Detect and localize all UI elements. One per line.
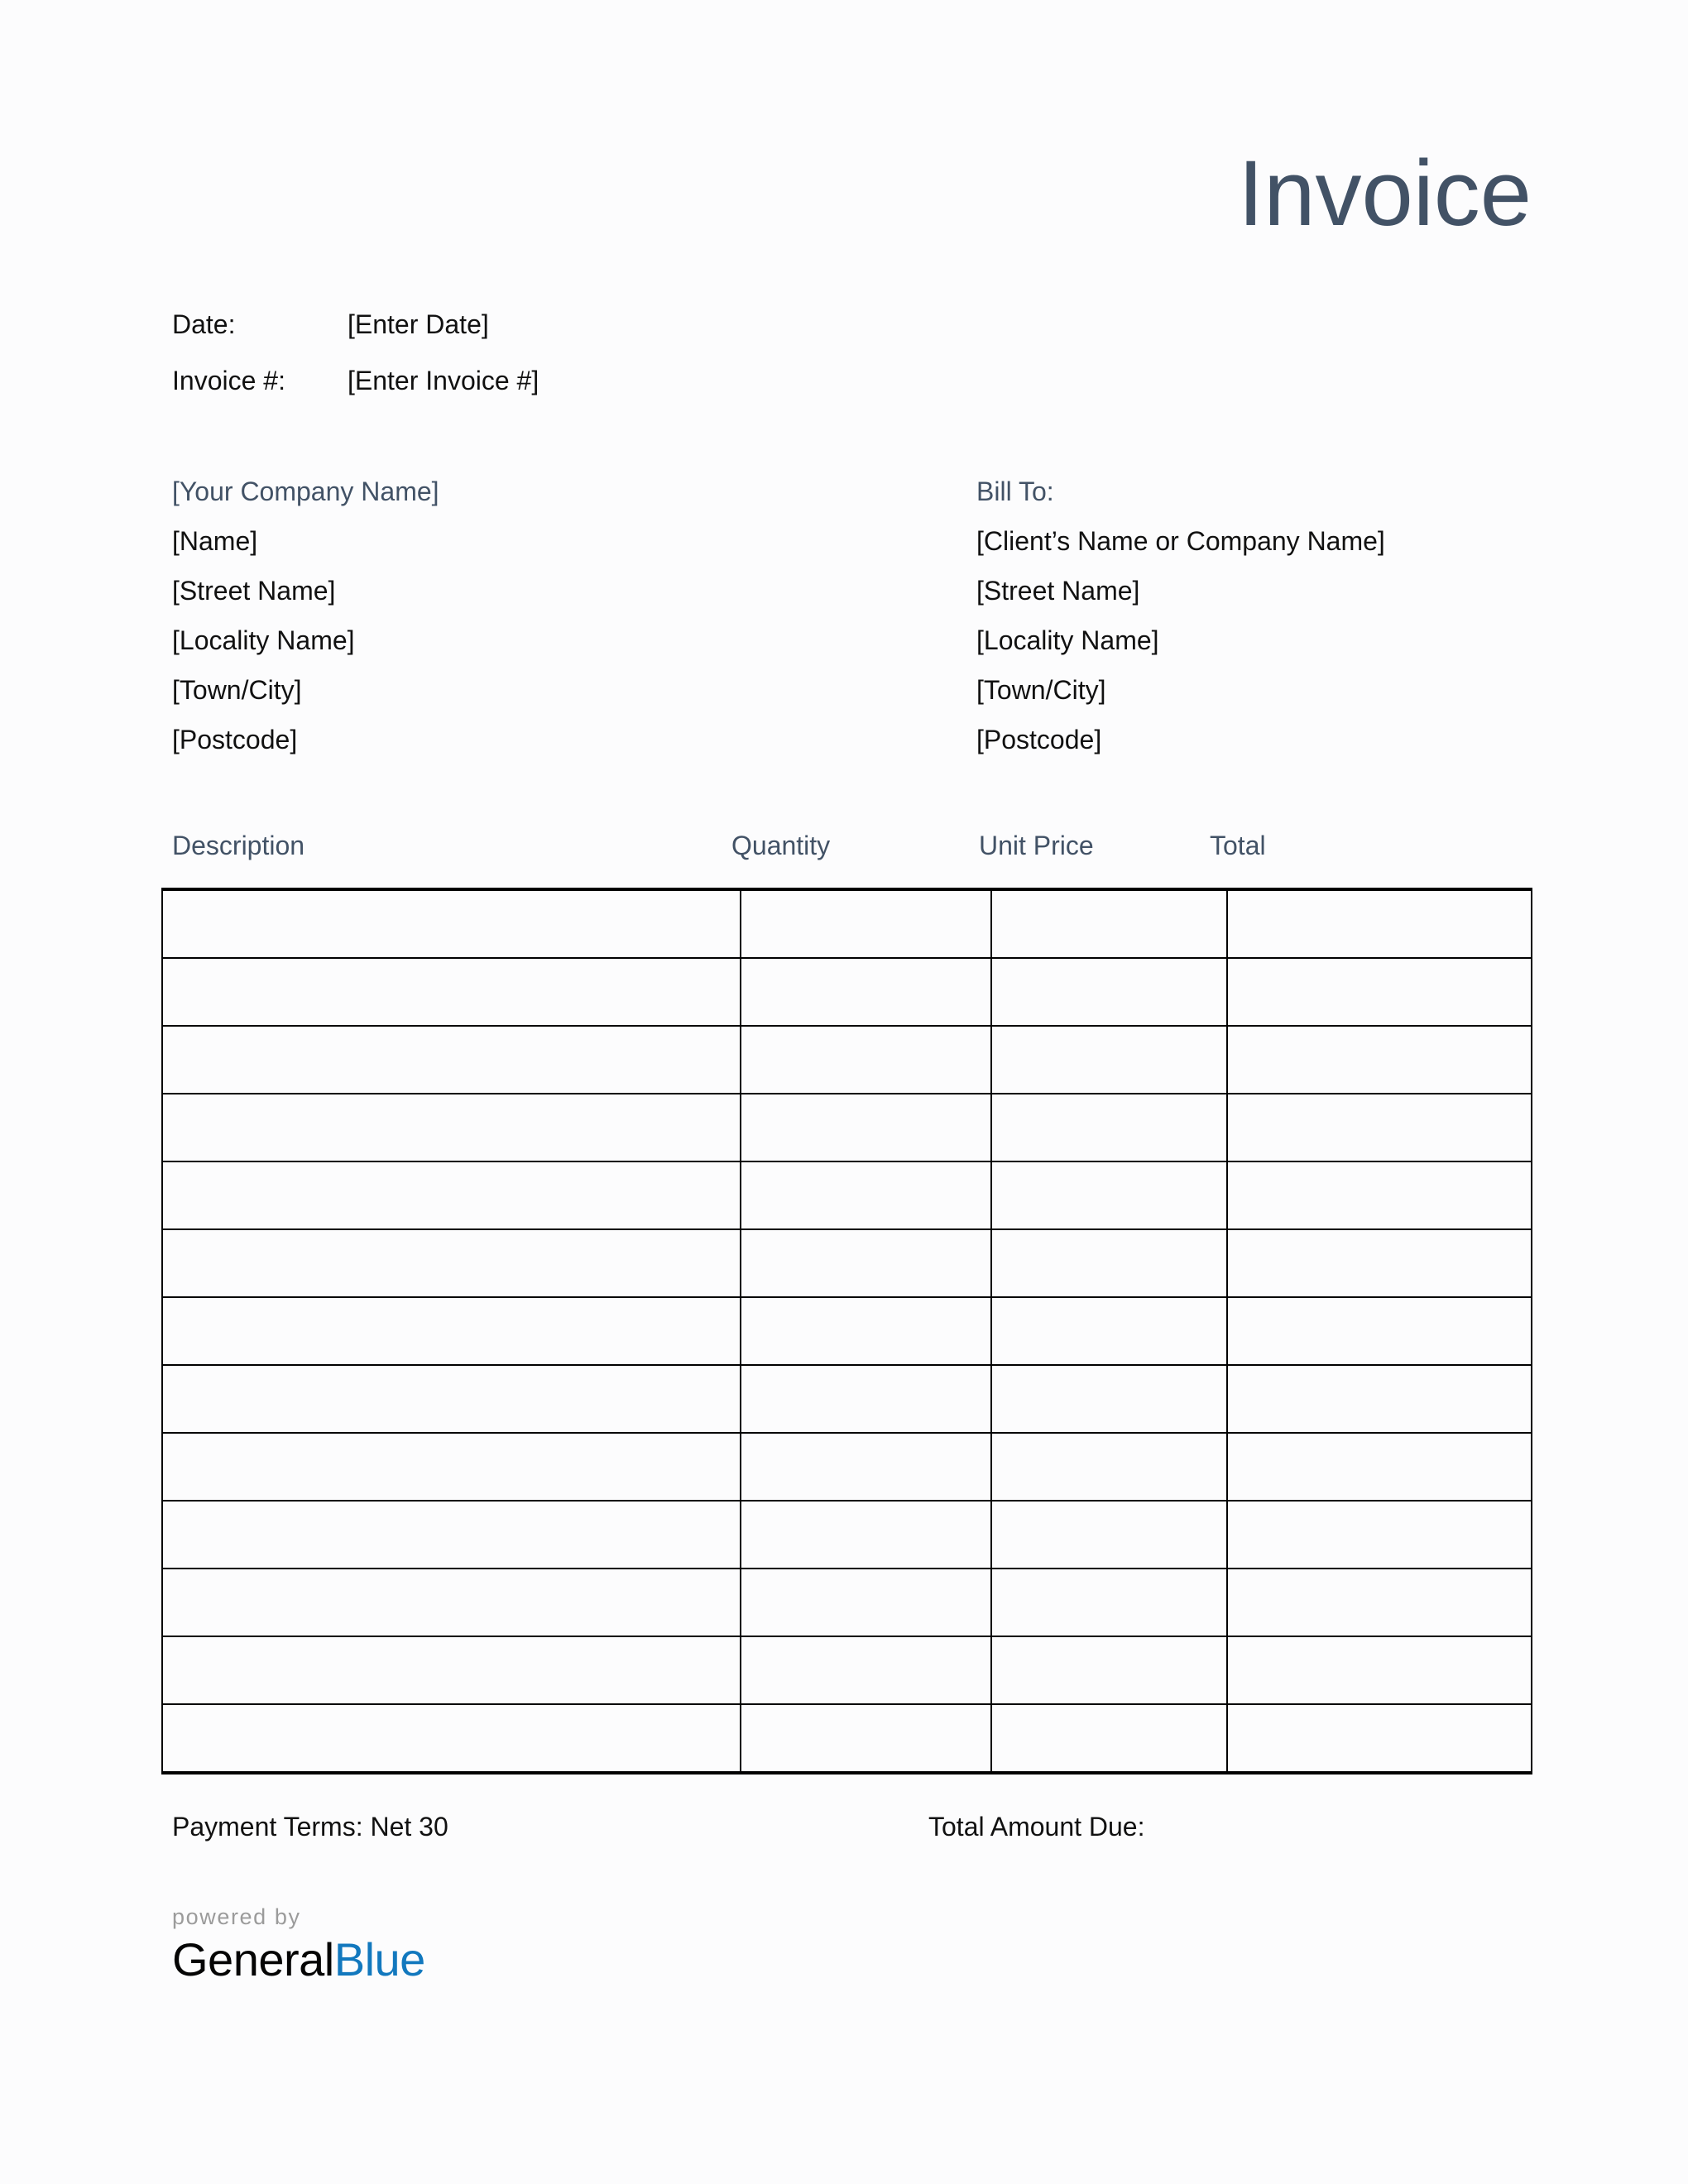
cell-quantity[interactable] <box>741 1094 991 1161</box>
cell-description[interactable] <box>162 1161 741 1229</box>
logo-word-blue: Blue <box>333 1933 425 1985</box>
cell-unit-price[interactable] <box>991 1094 1227 1161</box>
cell-quantity[interactable] <box>741 1026 991 1094</box>
table-row[interactable] <box>162 1026 1532 1094</box>
payment-terms: Payment Terms: Net 30 <box>172 1812 448 1842</box>
cell-total[interactable] <box>1227 1229 1532 1297</box>
date-label: Date: <box>172 309 236 339</box>
cell-unit-price[interactable] <box>991 1297 1227 1365</box>
from-address-line[interactable]: [Name] <box>172 526 258 556</box>
cell-total[interactable] <box>1227 1636 1532 1704</box>
bill-to-line[interactable]: [Town/City] <box>976 675 1106 705</box>
table-row[interactable] <box>162 1704 1532 1773</box>
cell-unit-price[interactable] <box>991 1501 1227 1569</box>
cell-unit-price[interactable] <box>991 1636 1227 1704</box>
table-row[interactable] <box>162 1569 1532 1636</box>
from-address-line[interactable]: [Street Name] <box>172 576 336 606</box>
cell-total[interactable] <box>1227 1094 1532 1161</box>
cell-description[interactable] <box>162 1636 741 1704</box>
column-header-description: Description <box>172 831 305 860</box>
invoice-number-label: Invoice #: <box>172 366 285 395</box>
cell-quantity[interactable] <box>741 1365 991 1433</box>
cell-description[interactable] <box>162 1229 741 1297</box>
items-table-headers <box>0 827 1688 877</box>
cell-unit-price[interactable] <box>991 1229 1227 1297</box>
cell-unit-price[interactable] <box>991 1569 1227 1636</box>
items-table-body <box>162 889 1532 1773</box>
bill-to-line[interactable]: [Postcode] <box>976 725 1102 754</box>
cell-description[interactable] <box>162 1501 741 1569</box>
cell-unit-price[interactable] <box>991 1365 1227 1433</box>
table-row[interactable] <box>162 1365 1532 1433</box>
cell-total[interactable] <box>1227 1161 1532 1229</box>
cell-quantity[interactable] <box>741 1433 991 1501</box>
from-address-line[interactable]: [Postcode] <box>172 725 298 754</box>
cell-quantity[interactable] <box>741 1161 991 1229</box>
powered-by-label: powered by <box>172 1904 301 1929</box>
cell-description[interactable] <box>162 1026 741 1094</box>
table-row[interactable] <box>162 1094 1532 1161</box>
column-header-quantity: Quantity <box>731 831 831 860</box>
invoice-meta <box>172 309 539 422</box>
generalblue-logo[interactable] <box>172 1903 425 1985</box>
invoice-number-row <box>172 366 539 422</box>
cell-unit-price[interactable] <box>991 958 1227 1026</box>
date-value[interactable]: [Enter Date] <box>348 309 489 339</box>
cell-description[interactable] <box>162 1704 741 1773</box>
cell-quantity[interactable] <box>741 958 991 1026</box>
cell-total[interactable] <box>1227 958 1532 1026</box>
cell-total[interactable] <box>1227 1433 1532 1501</box>
cell-quantity[interactable] <box>741 1297 991 1365</box>
cell-unit-price[interactable] <box>991 1704 1227 1773</box>
cell-quantity[interactable] <box>741 1569 991 1636</box>
cell-total[interactable] <box>1227 1704 1532 1773</box>
bill-to-label: Bill To: <box>976 477 1054 506</box>
cell-description[interactable] <box>162 958 741 1026</box>
company-name[interactable]: [Your Company Name] <box>172 477 439 506</box>
cell-unit-price[interactable] <box>991 1433 1227 1501</box>
date-row <box>172 309 539 366</box>
cell-unit-price[interactable] <box>991 889 1227 958</box>
bill-to-line[interactable]: [Client’s Name or Company Name] <box>976 526 1385 556</box>
page-title: Invoice <box>1238 141 1532 245</box>
table-row[interactable] <box>162 1501 1532 1569</box>
cell-unit-price[interactable] <box>991 1161 1227 1229</box>
bill-to-line[interactable]: [Locality Name] <box>976 625 1159 655</box>
from-address-line[interactable]: [Town/City] <box>172 675 302 705</box>
column-header-unit-price: Unit Price <box>979 831 1094 860</box>
from-address-line[interactable]: [Locality Name] <box>172 625 355 655</box>
cell-quantity[interactable] <box>741 889 991 958</box>
table-row[interactable] <box>162 889 1532 958</box>
cell-description[interactable] <box>162 889 741 958</box>
cell-quantity[interactable] <box>741 1229 991 1297</box>
table-row[interactable] <box>162 1229 1532 1297</box>
total-amount-due-label: Total Amount Due: <box>928 1812 1145 1842</box>
cell-unit-price[interactable] <box>991 1026 1227 1094</box>
cell-description[interactable] <box>162 1569 741 1636</box>
cell-total[interactable] <box>1227 889 1532 958</box>
table-row[interactable] <box>162 1297 1532 1365</box>
cell-total[interactable] <box>1227 1501 1532 1569</box>
logo-wordmark <box>172 1934 425 1985</box>
table-row[interactable] <box>162 1433 1532 1501</box>
cell-quantity[interactable] <box>741 1704 991 1773</box>
invoice-footer <box>0 1812 1688 1853</box>
cell-description[interactable] <box>162 1365 741 1433</box>
bill-to-block <box>976 467 1385 764</box>
cell-description[interactable] <box>162 1297 741 1365</box>
cell-total[interactable] <box>1227 1569 1532 1636</box>
invoice-number-value[interactable]: [Enter Invoice #] <box>348 366 539 395</box>
page-title-row <box>0 141 1532 245</box>
table-row[interactable] <box>162 1636 1532 1704</box>
cell-quantity[interactable] <box>741 1501 991 1569</box>
table-row[interactable] <box>162 958 1532 1026</box>
table-row[interactable] <box>162 1161 1532 1229</box>
logo-word-general: General <box>172 1933 334 1985</box>
cell-total[interactable] <box>1227 1297 1532 1365</box>
bill-to-line[interactable]: [Street Name] <box>976 576 1140 606</box>
items-table <box>161 888 1532 1774</box>
from-address-block <box>172 467 439 764</box>
cell-description[interactable] <box>162 1094 741 1161</box>
cell-quantity[interactable] <box>741 1636 991 1704</box>
cell-total[interactable] <box>1227 1026 1532 1094</box>
cell-total[interactable] <box>1227 1365 1532 1433</box>
column-header-total: Total <box>1210 831 1266 860</box>
cell-description[interactable] <box>162 1433 741 1501</box>
